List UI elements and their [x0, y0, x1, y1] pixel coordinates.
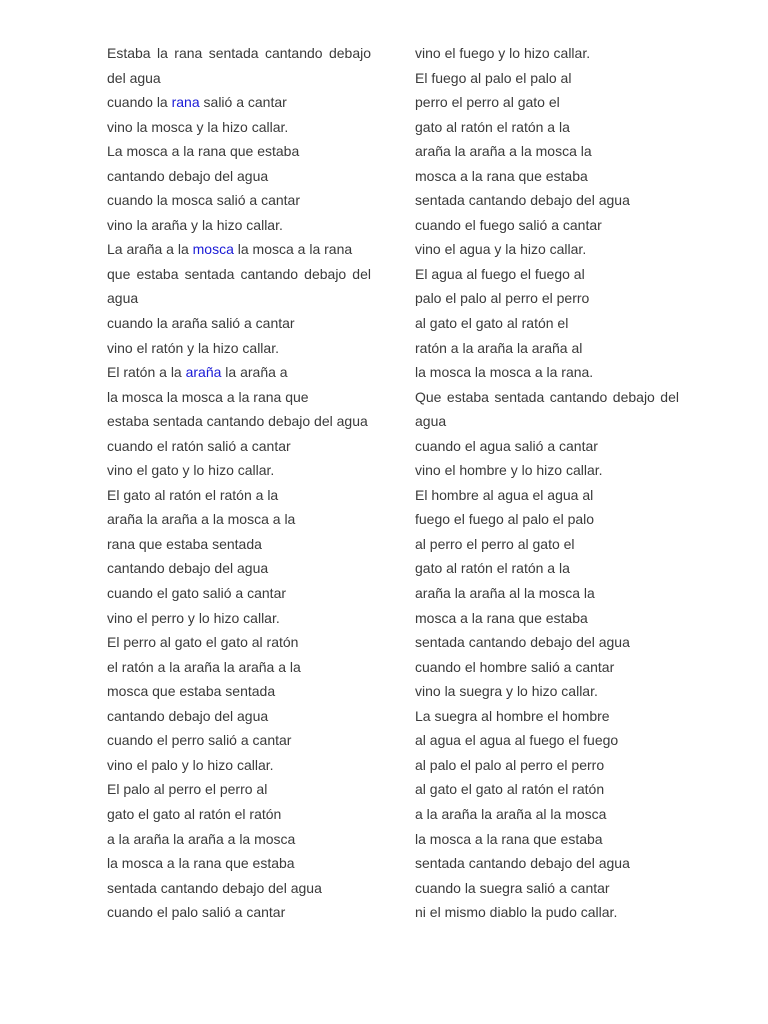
poem-line: cantando debajo del agua	[107, 167, 269, 184]
poem-line: mosca a la rana que estaba	[415, 609, 588, 626]
poem-line: cuando el gato salió a cantar	[107, 585, 287, 602]
poem-line: estaba sentada cantando debajo del agua	[107, 413, 368, 430]
poem-line: rana que estaba sentada	[107, 535, 262, 552]
poem-line: cuando la suegra salió a cantar	[415, 879, 610, 896]
poem-line: gato al ratón el ratón a la	[415, 118, 570, 135]
line-text-segment: la mosca a la rana	[233, 241, 353, 258]
poem-line: Que estaba sentada cantando debajo del	[415, 388, 679, 405]
word-link[interactable]: araña	[185, 364, 222, 381]
poem-line: cuando la mosca salió a cantar	[107, 192, 300, 209]
poem-line: mosca que estaba sentada	[107, 683, 276, 700]
poem-line	[107, 360, 375, 385]
poem-line: cuando el perro salió a cantar	[107, 732, 292, 749]
poem-line: al gato el gato al ratón el ratón	[415, 781, 605, 798]
poem-line: El hombre al agua el agua al	[415, 486, 594, 503]
poem-line: ratón a la araña la araña al	[415, 339, 583, 356]
poem-line: la mosca la mosca a la rana que	[107, 388, 309, 405]
poem-line: sentada cantando debajo del agua	[415, 634, 630, 651]
poem-line: al palo el palo al perro el perro	[415, 756, 605, 773]
poem-line: vino el perro y lo hizo callar.	[107, 609, 280, 626]
poem-line: vino el hombre y lo hizo callar.	[415, 462, 603, 479]
line-text-segment: La araña a la	[107, 241, 193, 258]
poem-line: cantando debajo del agua	[107, 707, 269, 724]
poem-line: al perro el perro al gato el	[415, 535, 575, 552]
poem-line: al agua el agua al fuego el fuego	[415, 732, 619, 749]
poem-line: La suegra al hombre el hombre	[415, 707, 610, 724]
line-text-segment: El ratón a la	[107, 364, 186, 381]
poem-line: perro el perro al gato el	[415, 94, 560, 111]
poem-line: sentada cantando debajo del agua	[415, 855, 630, 872]
poem-line: cuando el palo salió a cantar	[107, 904, 286, 921]
poem-line: cuando el agua salió a cantar	[415, 437, 598, 454]
poem-line: cuando el fuego salió a cantar	[415, 216, 602, 233]
poem-line: ni el mismo diablo la pudo callar.	[415, 904, 618, 921]
poem-line: El perro al gato el gato al ratón	[107, 634, 299, 651]
line-text-segment: la araña a	[221, 364, 288, 381]
poem-line: sentada cantando debajo del agua	[415, 192, 630, 209]
poem-line: a la araña la araña a la mosca	[107, 830, 296, 847]
poem-line: que estaba sentada cantando debajo del	[107, 265, 371, 282]
poem-line: la mosca la mosca a la rana.	[415, 364, 594, 381]
poem-line: el ratón a la araña la araña a la	[107, 658, 301, 675]
poem-line: El fuego al palo el palo al	[415, 69, 572, 86]
line-text-segment: salió a cantar	[199, 94, 287, 111]
poem-line: la mosca a la rana que estaba	[415, 830, 603, 847]
poem-line: Estaba la rana sentada cantando debajo	[107, 45, 371, 61]
poem-line: La mosca a la rana que estaba	[107, 143, 300, 160]
poem-line	[107, 237, 375, 262]
poem-line: a la araña la araña al la mosca	[415, 805, 607, 822]
poem-line: cuando el ratón salió a cantar	[107, 437, 291, 454]
poem-line: vino la mosca y la hizo callar.	[107, 118, 289, 135]
poem-line: cuando la araña salió a cantar	[107, 315, 295, 332]
poem-line: agua	[107, 290, 139, 307]
poem-line: El agua al fuego el fuego al	[415, 265, 585, 282]
poem-line	[107, 90, 375, 115]
word-link[interactable]: rana	[171, 94, 200, 111]
poem-line: la mosca a la rana que estaba	[107, 855, 295, 872]
poem-right-column	[415, 41, 683, 925]
word-link[interactable]: mosca	[192, 241, 234, 258]
poem-line: cuando el hombre salió a cantar	[415, 658, 615, 675]
poem-line: gato al ratón el ratón a la	[415, 560, 570, 577]
poem-line: vino el palo y lo hizo callar.	[107, 756, 274, 773]
poem-left-column	[107, 41, 375, 925]
poem-line: agua	[415, 413, 447, 430]
poem-line: El gato al ratón el ratón a la	[107, 486, 279, 503]
poem-line: El palo al perro el perro al	[107, 781, 268, 798]
line-text-segment: cuando la	[107, 94, 172, 111]
poem-line: del agua	[107, 69, 161, 86]
poem-line: palo el palo al perro el perro	[415, 290, 590, 307]
poem-line: vino el agua y la hizo callar.	[415, 241, 587, 258]
poem-line: al gato el gato al ratón el	[415, 315, 569, 332]
poem-line: vino el gato y lo hizo callar.	[107, 462, 275, 479]
poem-line: mosca a la rana que estaba	[415, 167, 588, 184]
poem-line: vino la araña y la hizo callar.	[107, 216, 283, 233]
poem-line: vino el fuego y lo hizo callar.	[415, 45, 591, 61]
poem-line: vino la suegra y lo hizo callar.	[415, 683, 598, 700]
poem-line: fuego el fuego al palo el palo	[415, 511, 595, 528]
poem-line: sentada cantando debajo del agua	[107, 879, 322, 896]
poem-line: araña la araña al la mosca la	[415, 585, 595, 602]
poem-line: araña la araña a la mosca la	[415, 143, 592, 160]
poem-line: araña la araña a la mosca a la	[107, 511, 296, 528]
poem-line: vino el ratón y la hizo callar.	[107, 339, 279, 356]
poem-line: gato el gato al ratón el ratón	[107, 805, 282, 822]
poem-line: cantando debajo del agua	[107, 560, 269, 577]
